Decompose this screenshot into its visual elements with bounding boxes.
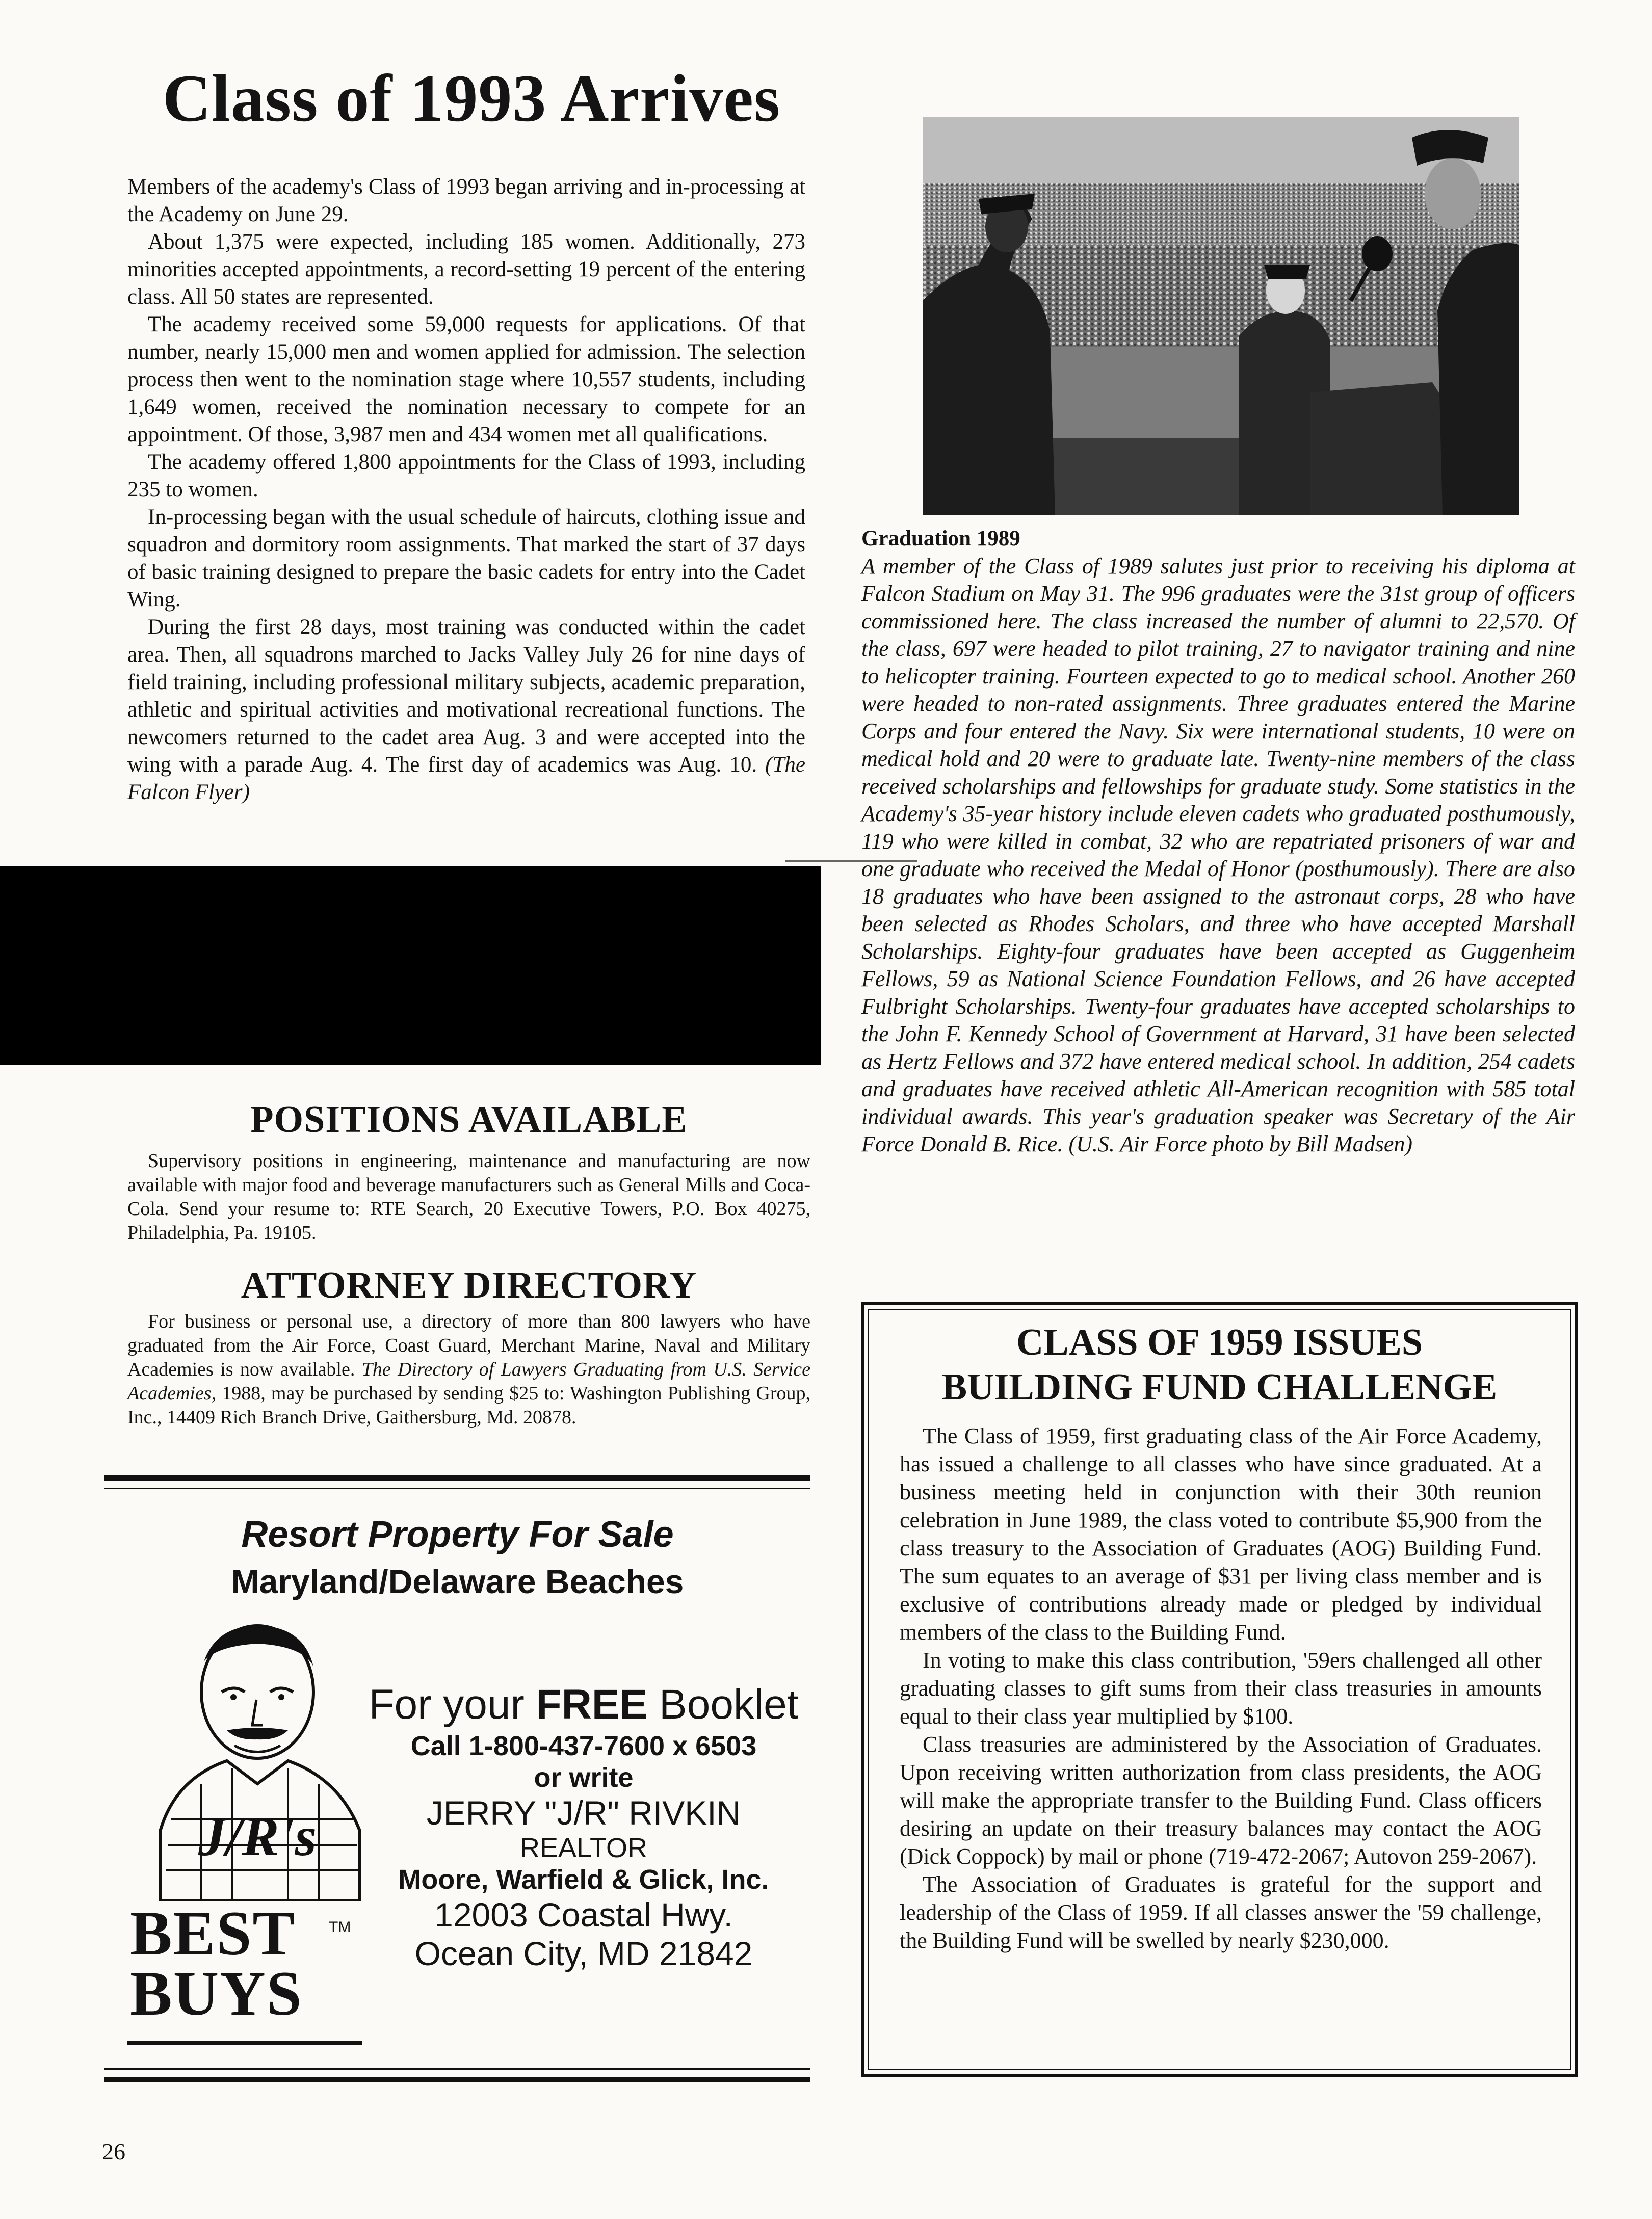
- ad-border: [104, 2068, 810, 2070]
- logo-line: BUYS: [130, 1959, 303, 2028]
- ad-firm: Moore, Warfield & Glick, Inc.: [398, 1864, 769, 1895]
- positions-heading: POSITIONS AVAILABLE: [250, 1099, 688, 1141]
- article-paragraph: The academy offered 1,800 appointments for the Class of 1993, including 235 to women.: [127, 450, 805, 501]
- caption-title: Graduation 1989: [861, 526, 1020, 550]
- resort-property-ad: [104, 1475, 810, 2082]
- ad-or-write: or write: [534, 1762, 634, 1793]
- logo-rule: [127, 2041, 362, 2045]
- article-paragraph-text: During the first 28 days, most training was conducted within the cadet area. Then, all squadrons marched to Jacks Valley July 26 for nine days of field training, including professional military subjects, academic preparation, athletic and spiritual activities and motivational recreational functions. The newcomers returned to the cadet area Aug. 3 and were accepted into the wing with a parade Aug. 4. The first day of academics was Aug. 10.: [127, 615, 805, 777]
- attorney-heading: ATTORNEY DIRECTORY: [241, 1264, 697, 1306]
- class-1959-box: [861, 1302, 1578, 2077]
- heading-line: CLASS OF 1959 ISSUES: [1016, 1322, 1423, 1363]
- box-paragraph: The Association of Graduates is grateful for the support and leadership of the Class of 1959. If all classes answer the '59 challenge, the Building Fund will be swelled by nearly $230,000.: [900, 1872, 1542, 1953]
- realtor-portrait: [140, 1616, 380, 1901]
- ad-realtor-name: JERRY "J/R" RIVKIN: [426, 1794, 741, 1832]
- ad-signature: J/R's: [198, 1805, 317, 1867]
- ad-phone: Call 1-800-437-7600 x 6503: [410, 1731, 757, 1761]
- redaction-block: [0, 866, 821, 1065]
- ad-contact: [359, 1679, 808, 1973]
- class-1959-body: [900, 1422, 1542, 1954]
- box-paragraph: Class treasuries are administered by the Association of Graduates. Upon receiving written authorization from class presidents, the AOG will make the appropriate transfer to the Building Fund. Class officers desiring an update on their treasury balances may contact the AOG (Dick Coppock) by mail or phone (719-472-2067; Autovon 259-2067).: [900, 1732, 1542, 1869]
- article-paragraph-last: [127, 614, 805, 806]
- graduation-photo: [923, 117, 1519, 515]
- article-paragraph: In-processing began with the usual schedule of haircuts, clothing issue and squadron and dormitory room assignments. That marked the start of 37 days of basic training designed to prepare the basic cadets for entry into the Cadet Wing.: [127, 505, 805, 612]
- article-title: Class of 1993 Arrives: [162, 61, 781, 136]
- article-paragraph: The academy received some 59,000 requests for applications. Of that number, nearly 15,000 men and women applied for admission. The selection process then went to the nomination stage where 10,557 students, including 1,649 women, received the nomination necessary to compete for an appointment. Of those, 3,987 men and 434 women met all qualifications.: [127, 312, 805, 446]
- ad-headline: Resort Property For Sale: [241, 1514, 674, 1555]
- box-paragraph: The Class of 1959, first graduating class of the Air Force Academy, has issued a challenge to all classes who have since graduated. At a business meeting held in conjunction with their 30th reunion celebration in June 1989, the class voted to contribute $5,900 from the class treasury to the Association of Graduates (AOG) Building Fund. The sum equates to an average of $31 per living class member and is exclusive of contributions already made or pledged by individual members of the class to the Building Fund.: [900, 1423, 1542, 1645]
- class-1959-heading: [864, 1320, 1575, 1410]
- attorney-text-after: 1988, may be purchased by sending $25 to: Washington Publishing Group, Inc., 14409 Rich Branch Drive, Gaithersburg, Md. 20878.: [127, 1383, 810, 1428]
- photo-caption: [861, 525, 1575, 1158]
- article-paragraph: About 1,375 were expected, including 185 women. Additionally, 273 minorities accepted appointments, a record-setting 19 percent of the entering class. All 50 states are represented.: [127, 230, 805, 309]
- attorney-book-title: The Directory of Lawyers Graduating from U.S. Service Academies,: [127, 1359, 810, 1404]
- ad-address: 12003 Coastal Hwy.: [434, 1896, 733, 1934]
- logo-line: BEST: [130, 1898, 296, 1968]
- attorney-body: [127, 1310, 810, 1430]
- ad-free-booklet: For your FREE Booklet: [369, 1681, 799, 1728]
- page-number: 26: [102, 2138, 125, 2164]
- positions-body: Supervisory positions in engineering, maintenance and manufacturing are now available with major food and beverage manufacturers such as General Mills and Coca-Cola. Send your resume to: RTE Search, 20 Executive Towers, P.O. Box 40275, Philadelphia, Pa. 19105.: [127, 1150, 810, 1244]
- heading-line: BUILDING FUND CHALLENGE: [941, 1366, 1498, 1408]
- ad-border: [104, 1488, 810, 1489]
- article-paragraph: Members of the academy's Class of 1993 began arriving and in-processing at the Academy on June 29.: [127, 175, 805, 226]
- ad-subhead: Maryland/Delaware Beaches: [231, 1563, 684, 1600]
- ad-realtor-title: REALTOR: [519, 1833, 648, 1863]
- box-paragraph: In voting to make this class contribution, '59ers challenged all other graduating classes to gift sums from their class treasuries in amounts equal to their class year multiplied by $100.: [900, 1648, 1542, 1729]
- article-source: (The Falcon Flyer): [127, 753, 805, 804]
- attorney-text: For business or personal use, a directory of more than 800 lawyers who have graduated from the Air Force, Coast Guard, Merchant Marine, Naval and Military Academies is now available.: [127, 1311, 810, 1380]
- graduation-photo-image: [923, 117, 1519, 515]
- article-body: [127, 173, 805, 806]
- trademark: TM: [329, 1919, 351, 1936]
- best-buys-logo: [130, 1898, 395, 2028]
- caption-body: A member of the Class of 1989 salutes just prior to receiving his diploma at Falcon Stadium on May 31. The 996 graduates were the 31st group of officers commissioned here. The class increased the number of alumni to 22,570. Of the class, 697 were headed to pilot training, 27 to navigator training and nine to helicopter training. Fourteen expected to go to medical school. Another 260 were headed to non-rated assignments. Three graduates entered the Marine Corps and four entered the Navy. Six were international students, 10 were on medical hold and 20 were to graduate late. Twenty-nine members of the class received scholarships and fellowships for graduate study. Some statistics in the Academy's 35-year history include eleven cadets who graduated posthumously, 119 who were killed in combat, 32 who are repatriated prisoners of war and one graduate who received the Medal of Honor (posthumously). There are also 18 graduates who have been assigned to the astronaut corps, 28 who have been selected as Rhodes Scholars, and three who have accepted Marshall Scholarships. Eighty-four graduates have been accepted as Guggenheim Fellows, 59 as National Science Foundation Fellows, and 26 have accepted Fulbright Scholarships. Twenty-four graduates have accepted scholarships to the John F. Kennedy School of Government at Harvard, 31 have been selected as Hertz Fellows and 372 have entered medical school. In addition, 254 cadets and graduates have received athletic All-American recognition with 585 total individual awards. This year's graduation speaker was Secretary of the Air Force Donald B. Rice. (U.S. Air Force photo by Bill Madsen): [861, 553, 1575, 1156]
- ad-city: Ocean City, MD 21842: [414, 1935, 753, 1972]
